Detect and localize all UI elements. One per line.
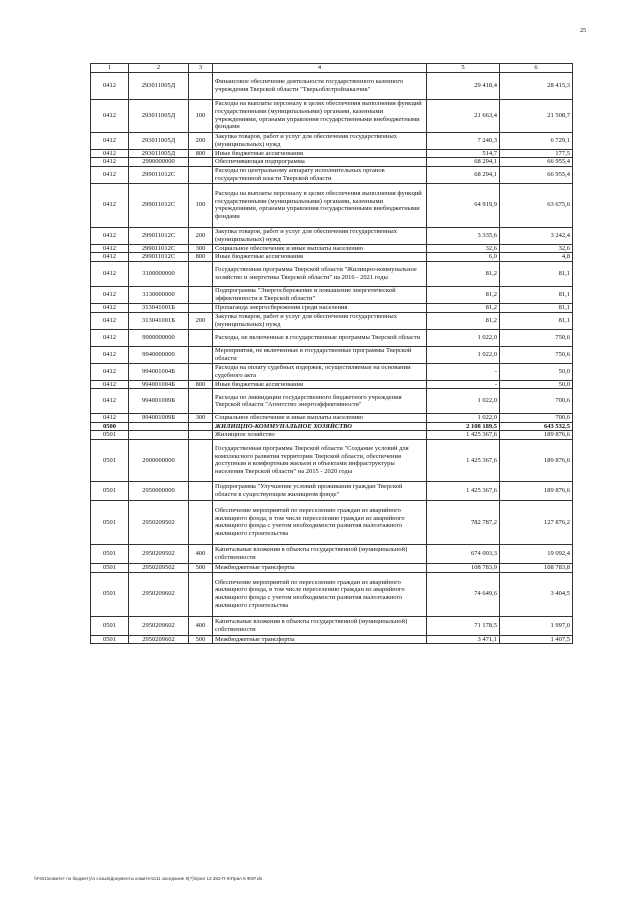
- cell-v2020: 81,2: [427, 286, 500, 303]
- cell-v2020: 1 425 367,6: [427, 431, 500, 440]
- cell-name: Расходы на выплаты персоналу в целях обеспечения выполнения функций государственными (муниципальными) органами, казенными учреждениями, органами управления государственными внебюджетными фондами: [213, 99, 427, 132]
- cell-v2021: 1 997,0: [500, 616, 573, 635]
- cell-target: 994001009Б: [129, 414, 189, 423]
- column-header: 3: [189, 64, 213, 73]
- cell-target: 299011012С: [129, 244, 189, 253]
- cell-expense: [189, 158, 213, 167]
- cell-v2020: 1 022,0: [427, 346, 500, 363]
- cell-target: 3130000000: [129, 286, 189, 303]
- table-row: [91, 286, 573, 303]
- table-row: [91, 414, 573, 423]
- cell-section: 0412: [91, 183, 129, 227]
- cell-section: 0501: [91, 439, 129, 481]
- cell-expense: [189, 439, 213, 481]
- cell-section: 0412: [91, 72, 129, 99]
- cell-expense: 200: [189, 227, 213, 244]
- cell-v2020: 1 022,0: [427, 389, 500, 414]
- table-row: [91, 253, 573, 262]
- cell-name: Пропаганда энергосбережения среди населения: [213, 303, 427, 312]
- cell-v2020: 32,6: [427, 244, 500, 253]
- cell-v2020: 1 022,0: [427, 329, 500, 346]
- table-row: [91, 363, 573, 380]
- cell-v2020: 3 335,6: [427, 227, 500, 244]
- cell-section: 0412: [91, 389, 129, 414]
- cell-expense: [189, 431, 213, 440]
- cell-v2021: 700,6: [500, 389, 573, 414]
- cell-v2020: 68 294,1: [427, 158, 500, 167]
- cell-v2021: 108 783,8: [500, 563, 573, 572]
- cell-target: 2950209502: [129, 563, 189, 572]
- cell-expense: 800: [189, 380, 213, 389]
- cell-name: Расходы на выплаты персоналу в целях обеспечения выполнения функций государственными (муниципальными) органами, казенными учреждениями, органами управления государственными внебюджетными фондами: [213, 183, 427, 227]
- cell-expense: 800: [189, 149, 213, 158]
- cell-section: 0501: [91, 544, 129, 563]
- budget-table: [90, 63, 573, 644]
- cell-section: 0501: [91, 481, 129, 500]
- table-row: [91, 149, 573, 158]
- cell-section: 0501: [91, 500, 129, 544]
- cell-name: Межбюджетные трансферты: [213, 563, 427, 572]
- table-row: [91, 346, 573, 363]
- cell-expense: [189, 422, 213, 431]
- cell-v2021: 50,0: [500, 363, 573, 380]
- cell-section: 0412: [91, 244, 129, 253]
- cell-v2021: 32,6: [500, 244, 573, 253]
- cell-section: 0412: [91, 166, 129, 183]
- cell-name: Государственная программа Тверской области "Жилищно-коммунальное хозяйство и энергетика Тверской области" на 2016 - 2021 годы: [213, 261, 427, 286]
- cell-name: Закупка товаров, работ и услуг для обеспечения государственных (муниципальных) нужд: [213, 132, 427, 149]
- cell-v2020: 29 418,4: [427, 72, 500, 99]
- table-row: [91, 380, 573, 389]
- cell-name: Жилищное хозяйство: [213, 431, 427, 440]
- table-row: [91, 500, 573, 544]
- cell-v2020: 71 178,5: [427, 616, 500, 635]
- cell-target: 994001009Б: [129, 389, 189, 414]
- cell-v2021: 643 532,5: [500, 422, 573, 431]
- cell-v2021: 1 407,5: [500, 635, 573, 644]
- cell-v2020: 81,2: [427, 312, 500, 329]
- cell-section: 0412: [91, 99, 129, 132]
- cell-expense: [189, 286, 213, 303]
- cell-expense: 300: [189, 244, 213, 253]
- cell-name: Капитальные вложения в объекты государственной (муниципальной) собственности: [213, 544, 427, 563]
- table-row: [91, 431, 573, 440]
- cell-v2020: 674 003,3: [427, 544, 500, 563]
- cell-expense: [189, 303, 213, 312]
- cell-name: Подпрограмма "Улучшение условий проживания граждан Тверской области в существующем жилищном фонде": [213, 481, 427, 500]
- table-row: [91, 481, 573, 500]
- table-row: [91, 389, 573, 414]
- cell-v2020: 7 240,3: [427, 132, 500, 149]
- cell-section: 0501: [91, 431, 129, 440]
- cell-name: Социальное обеспечение и иные выплаты населению: [213, 244, 427, 253]
- cell-section: 0412: [91, 346, 129, 363]
- cell-name: Иные бюджетные ассигнования: [213, 380, 427, 389]
- cell-section: 0500: [91, 422, 129, 431]
- cell-v2020: 1 022,0: [427, 414, 500, 423]
- cell-section: 0412: [91, 312, 129, 329]
- cell-name: Расходы по ликвидации государственного бюджетного учреждения Тверской области "Агентство энергоэффективности": [213, 389, 427, 414]
- cell-name: Закупка товаров, работ и услуг для обеспечения государственных (муниципальных) нужд: [213, 227, 427, 244]
- cell-v2021: 63 675,6: [500, 183, 573, 227]
- cell-v2020: 64 919,9: [427, 183, 500, 227]
- cell-v2020: 108 783,9: [427, 563, 500, 572]
- table-row: [91, 635, 573, 644]
- cell-v2021: 189 876,6: [500, 431, 573, 440]
- table-row: [91, 312, 573, 329]
- cell-target: 299011012С: [129, 166, 189, 183]
- cell-v2021: 21 508,7: [500, 99, 573, 132]
- cell-v2021: 127 876,2: [500, 500, 573, 544]
- cell-expense: [189, 346, 213, 363]
- cell-v2021: 28 415,3: [500, 72, 573, 99]
- cell-name: Обеспечение мероприятий по переселению граждан из аварийного жилищного фонда, в том числе переселению граждан из аварийного жилищного фонда с учетом необходимости развития малоэтажного жилищного строительства: [213, 500, 427, 544]
- cell-v2021: 750,6: [500, 329, 573, 346]
- cell-name: Мероприятия, не включенные в государственные программы Тверской области: [213, 346, 427, 363]
- cell-v2020: 2 108 189,5: [427, 422, 500, 431]
- cell-target: 299011012С: [129, 227, 189, 244]
- column-header: 4: [213, 64, 427, 73]
- table-row: [91, 183, 573, 227]
- table-row: [91, 563, 573, 572]
- cell-target: [129, 431, 189, 440]
- cell-name: Обеспечение мероприятий по переселению граждан из аварийного жилищного фонда, в том числе переселению граждан из аварийного жилищного фонда с учетом необходимости развития малоэтажного жилищного строительства: [213, 572, 427, 616]
- table-row: [91, 616, 573, 635]
- cell-v2020: 21 663,4: [427, 99, 500, 132]
- column-header: 1: [91, 64, 129, 73]
- cell-target: 313041001Б: [129, 312, 189, 329]
- table-row: [91, 158, 573, 167]
- cell-expense: 800: [189, 253, 213, 262]
- cell-expense: 100: [189, 183, 213, 227]
- cell-v2021: 6 729,1: [500, 132, 573, 149]
- cell-v2020: 1 425 367,6: [427, 439, 500, 481]
- cell-target: [129, 422, 189, 431]
- cell-name: Иные бюджетные ассигнования: [213, 149, 427, 158]
- cell-section: 0412: [91, 380, 129, 389]
- cell-section: 0412: [91, 158, 129, 167]
- cell-expense: 100: [189, 99, 213, 132]
- cell-target: 313041001Б: [129, 303, 189, 312]
- cell-v2021: 189 876,6: [500, 439, 573, 481]
- cell-target: 2950209602: [129, 635, 189, 644]
- cell-target: 299011012С: [129, 183, 189, 227]
- cell-expense: 400: [189, 544, 213, 563]
- cell-section: 0412: [91, 329, 129, 346]
- cell-expense: 200: [189, 312, 213, 329]
- table-row: [91, 329, 573, 346]
- cell-v2021: 19 092,4: [500, 544, 573, 563]
- page-number: 25: [580, 28, 586, 34]
- cell-section: 0501: [91, 563, 129, 572]
- cell-expense: [189, 329, 213, 346]
- cell-target: 9900000000: [129, 329, 189, 346]
- table-row: [91, 261, 573, 286]
- column-header: 2: [129, 64, 189, 73]
- cell-name: Обеспечивающая подпрограмма: [213, 158, 427, 167]
- table-row: [91, 166, 573, 183]
- cell-v2021: 3 404,5: [500, 572, 573, 616]
- cell-expense: [189, 166, 213, 183]
- cell-target: 2950209602: [129, 572, 189, 616]
- cell-expense: 400: [189, 616, 213, 635]
- cell-v2021: 81,1: [500, 261, 573, 286]
- cell-v2021: 189 876,6: [500, 481, 573, 500]
- cell-v2021: 3 242,4: [500, 227, 573, 244]
- cell-v2020: 782 787,2: [427, 500, 500, 544]
- cell-v2020: 514,7: [427, 149, 500, 158]
- cell-v2020: 1 425 367,6: [427, 481, 500, 500]
- cell-section: 0501: [91, 616, 129, 635]
- cell-expense: [189, 363, 213, 380]
- table-row: [91, 227, 573, 244]
- cell-target: 293011005Д: [129, 149, 189, 158]
- cell-target: 2990000000: [129, 158, 189, 167]
- table-row: [91, 99, 573, 132]
- cell-expense: [189, 481, 213, 500]
- cell-name: Социальное обеспечение и иные выплаты населению: [213, 414, 427, 423]
- cell-name: Государственная программа Тверской области "Создание условий для комплексного развития территории Тверской области, обеспечения доступным и комфортным жильем и объектами инфраструктуры населения Тверской области" на 2015 - 2020 годы: [213, 439, 427, 481]
- cell-section: 0412: [91, 414, 129, 423]
- column-header: 5: [427, 64, 500, 73]
- cell-target: 9940000000: [129, 346, 189, 363]
- header-row: [91, 64, 573, 73]
- cell-name: Расходы по центральному аппарату исполнительных органов государственной власти Тверской области: [213, 166, 427, 183]
- cell-expense: [189, 261, 213, 286]
- column-header: 6: [500, 64, 573, 73]
- cell-v2020: 68 294,1: [427, 166, 500, 183]
- cell-name: Финансовое обеспечение деятельности государственного казенного учреждения Тверской области "Тверьоблстройзаказчик": [213, 72, 427, 99]
- cell-v2021: 66 955,4: [500, 158, 573, 167]
- cell-name: Межбюджетные трансферты: [213, 635, 427, 644]
- cell-v2020: 6,0: [427, 253, 500, 262]
- cell-expense: 300: [189, 414, 213, 423]
- table-row: [91, 572, 573, 616]
- cell-section: 0412: [91, 149, 129, 158]
- cell-name: ЖИЛИЩНО-КОММУНАЛЬНОЕ ХОЗЯЙСТВО: [213, 422, 427, 431]
- cell-name: Расходы, не включенные в государственные программы Тверской области: [213, 329, 427, 346]
- cell-expense: [189, 572, 213, 616]
- cell-section: 0412: [91, 132, 129, 149]
- cell-v2020: 81,2: [427, 303, 500, 312]
- table-row: [91, 244, 573, 253]
- cell-v2020: 3 471,1: [427, 635, 500, 644]
- cell-target: 293011005Д: [129, 132, 189, 149]
- file-path-footer: \\Fs01\комитет по бюджету\4 созыв\Документы комитета\11 заседание 9(?)\прил 13 282-П-6\Прил 5 ФКР.xls: [34, 876, 263, 881]
- cell-target: 2900000000: [129, 439, 189, 481]
- cell-name: Закупка товаров, работ и услуг для обеспечения государственных (муниципальных) нужд: [213, 312, 427, 329]
- cell-v2020: -: [427, 380, 500, 389]
- cell-target: 3100000000: [129, 261, 189, 286]
- cell-section: 0412: [91, 261, 129, 286]
- table-row: [91, 439, 573, 481]
- cell-expense: [189, 500, 213, 544]
- cell-section: 0412: [91, 303, 129, 312]
- cell-v2021: 700,6: [500, 414, 573, 423]
- cell-target: 2950209602: [129, 616, 189, 635]
- cell-name: Капитальные вложения в объекты государственной (муниципальной) собственности: [213, 616, 427, 635]
- cell-expense: [189, 389, 213, 414]
- cell-v2020: 81,2: [427, 261, 500, 286]
- cell-expense: 200: [189, 132, 213, 149]
- cell-expense: 500: [189, 563, 213, 572]
- cell-expense: [189, 72, 213, 99]
- cell-v2021: 177,5: [500, 149, 573, 158]
- cell-target: 299011012С: [129, 253, 189, 262]
- cell-v2020: -: [427, 363, 500, 380]
- cell-v2021: 66 955,4: [500, 166, 573, 183]
- cell-section: 0412: [91, 286, 129, 303]
- cell-v2021: 81,1: [500, 286, 573, 303]
- cell-section: 0412: [91, 253, 129, 262]
- table-row: [91, 422, 573, 431]
- cell-target: 293011005Д: [129, 72, 189, 99]
- table-row: [91, 303, 573, 312]
- cell-v2021: 4,8: [500, 253, 573, 262]
- cell-v2020: 74 649,6: [427, 572, 500, 616]
- cell-section: 0501: [91, 635, 129, 644]
- cell-section: 0412: [91, 227, 129, 244]
- cell-name: Подпрограмма "Энергосбережение и повышение энергетической эффективности в Тверской области": [213, 286, 427, 303]
- cell-target: 2950000000: [129, 481, 189, 500]
- cell-section: 0501: [91, 572, 129, 616]
- table-body: [91, 64, 573, 644]
- cell-v2021: 50,0: [500, 380, 573, 389]
- cell-target: 2950209502: [129, 544, 189, 563]
- table-row: [91, 544, 573, 563]
- cell-name: Расходы на оплату судебных издержек, осуществляемые на основании судебного акта: [213, 363, 427, 380]
- cell-v2021: 81,1: [500, 312, 573, 329]
- cell-target: 994001004Б: [129, 380, 189, 389]
- cell-target: 293011005Д: [129, 99, 189, 132]
- cell-expense: 500: [189, 635, 213, 644]
- cell-v2021: 750,6: [500, 346, 573, 363]
- table-row: [91, 132, 573, 149]
- cell-target: 2950209502: [129, 500, 189, 544]
- cell-name: Иные бюджетные ассигнования: [213, 253, 427, 262]
- table-row: [91, 72, 573, 99]
- cell-v2021: 81,1: [500, 303, 573, 312]
- cell-section: 0412: [91, 363, 129, 380]
- cell-target: 994001004Б: [129, 363, 189, 380]
